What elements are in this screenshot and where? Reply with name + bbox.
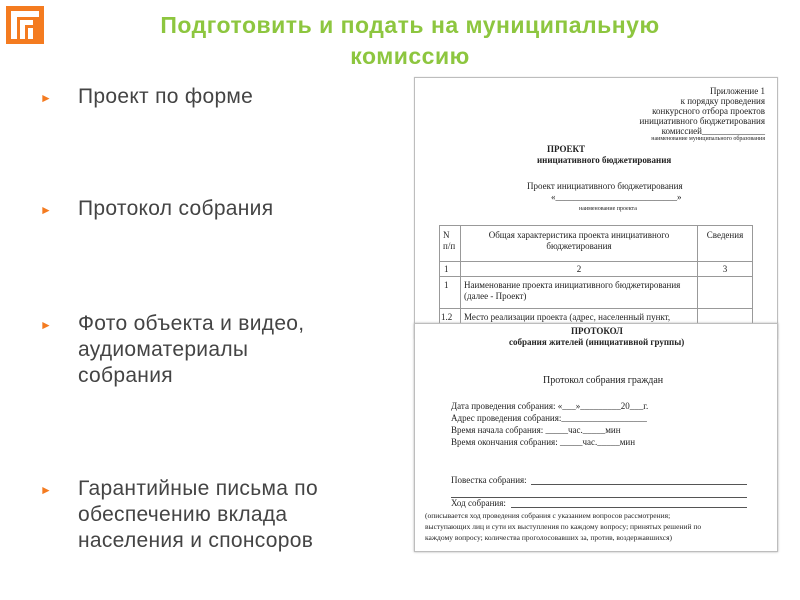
doc-heading: ПРОЕКТ xyxy=(547,144,585,154)
table-cell: 2 xyxy=(576,264,582,274)
course-note-line: (описывается ход проведения собрания с указанием вопросов рассмотрения; xyxy=(425,511,671,520)
meeting-end-time: Время окончания собрания: _____час._____мин xyxy=(451,437,636,447)
bullet-arrow-icon: ► xyxy=(40,203,52,217)
table-header: Общая характеристика проекта инициативного бюджетирования xyxy=(488,230,670,251)
doc-heading: ПРОТОКОЛ xyxy=(571,326,623,336)
title-line: Подготовить и подать на муниципальную xyxy=(160,12,660,38)
list-item-text xyxy=(78,476,408,554)
project-form-document xyxy=(414,77,778,339)
page-title xyxy=(60,10,760,72)
appendix-line: комиссией______________ xyxy=(661,126,765,136)
bullet-arrow-icon: ► xyxy=(40,318,52,332)
list-item-text xyxy=(78,84,408,110)
list-item-line: аудиоматериалы xyxy=(78,338,249,361)
table-cell-line: Наименование проекта инициативного бюджетирования xyxy=(464,280,681,290)
appendix-line: конкурсного отбора проектов xyxy=(652,106,765,116)
table-cell xyxy=(464,280,696,302)
appendix-block xyxy=(639,86,765,136)
list-item-line: Гарантийные письма по xyxy=(78,477,318,500)
table-rule xyxy=(439,308,753,309)
meeting-start-time: Время начала собрания: _____час._____мин xyxy=(451,425,621,435)
list-item-text xyxy=(78,311,408,389)
quote-line: «___________________________» xyxy=(551,192,682,202)
doc-subheading: собрания жителей (инициативной группы) xyxy=(509,337,685,347)
table-cell: 1.2 xyxy=(441,312,453,322)
list-item-line: Фото объекта и видео, xyxy=(78,312,305,335)
doc-subheading: инициативного бюджетирования xyxy=(537,155,672,165)
title-line: комиссию xyxy=(350,43,470,69)
table-cell: 1 xyxy=(444,264,449,274)
course-note-line: каждому вопросу; количества проголосовавших за, против, воздержавшихся) xyxy=(425,533,673,542)
appendix-line: к порядку проведения xyxy=(680,96,765,106)
list-item-line: Протокол собрания xyxy=(78,197,274,220)
project-line: Проект инициативного бюджетирования xyxy=(527,181,683,191)
bullet-arrow-icon: ► xyxy=(40,483,52,497)
list-item-line: Проект по форме xyxy=(78,85,254,108)
agenda-underline xyxy=(531,484,747,485)
list-item-line: населения и спонсоров xyxy=(78,529,314,552)
protocol-title: Протокол собрания граждан xyxy=(543,375,664,386)
municipality-caption: наименование муниципального образования xyxy=(651,136,765,142)
table-cell: 1 xyxy=(444,280,449,290)
meeting-address: Адрес проведения собрания:___________________ xyxy=(451,413,647,423)
meeting-date: Дата проведения собрания: «___»_________20___г. xyxy=(451,401,649,411)
table-cell: Место реализации проекта (адрес, населенный пункт, xyxy=(464,312,671,322)
table-cell: 3 xyxy=(722,264,728,274)
table-rule xyxy=(439,276,753,277)
name-caption: наименование проекта xyxy=(579,206,637,212)
appendix-line: инициативного бюджетирования xyxy=(639,116,765,126)
orange-square-logo-icon xyxy=(6,6,44,44)
table-header: Сведения xyxy=(706,230,744,240)
meeting-protocol-document xyxy=(414,323,778,552)
course-label: Ход собрания: xyxy=(451,498,506,508)
table-rule xyxy=(439,261,753,262)
table-rule xyxy=(439,225,753,226)
table-cell-line: (далее - Проект) xyxy=(464,291,527,301)
table-header: N п/п xyxy=(443,230,456,251)
list-item-line: собрания xyxy=(78,364,173,387)
list-item-text xyxy=(78,196,408,222)
list-item-line: обеспечению вклада xyxy=(78,503,288,526)
course-note xyxy=(425,510,701,543)
course-underline xyxy=(511,507,747,508)
course-note-line: выступающих лиц и сути их выступления по каждому вопросу; принятых решений по xyxy=(425,522,702,531)
agenda-label: Повестка собрания: xyxy=(451,475,527,485)
bullet-arrow-icon: ► xyxy=(40,91,52,105)
appendix-line: Приложение 1 xyxy=(709,86,765,96)
